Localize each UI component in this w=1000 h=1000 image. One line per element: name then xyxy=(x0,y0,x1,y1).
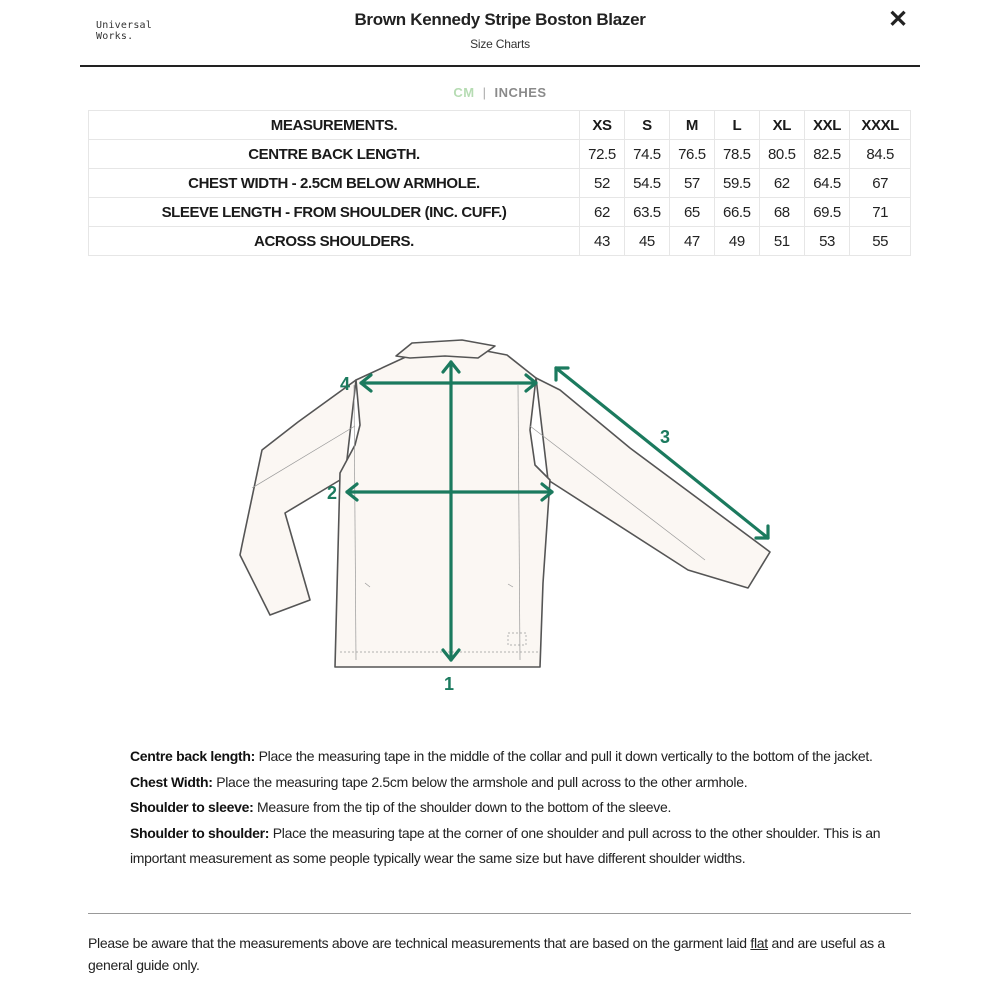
table-header-row xyxy=(89,111,911,140)
description-text: Measure from the tip of the shoulder down to the bottom of the sleeve. xyxy=(253,799,672,815)
cell-value: 65 xyxy=(669,198,714,227)
measurement-descriptions xyxy=(130,744,930,872)
disclaimer-after: and are useful as a general guide only. xyxy=(88,935,885,973)
cell-value: 76.5 xyxy=(669,140,714,169)
cell-value: 67 xyxy=(850,169,911,198)
jacket-illustration xyxy=(240,340,770,667)
description-term: Shoulder to shoulder: xyxy=(130,824,270,841)
close-button[interactable] xyxy=(888,6,908,34)
description-item xyxy=(130,744,930,770)
cell-value: 74.5 xyxy=(624,140,669,169)
row-label: SLEEVE LENGTH - FROM SHOULDER (INC. CUFF.) xyxy=(89,198,580,227)
row-label: ACROSS SHOULDERS. xyxy=(89,227,580,256)
row-label: CHEST WIDTH - 2.5CM BELOW ARMHOLE. xyxy=(89,169,580,198)
flat-link[interactable]: flat xyxy=(750,935,768,951)
cell-value: 71 xyxy=(850,198,911,227)
cell-value: 43 xyxy=(580,227,625,256)
cell-value: 49 xyxy=(714,227,759,256)
label-4: 4 xyxy=(340,374,351,394)
product-title: Brown Kennedy Stripe Boston Blazer xyxy=(354,10,646,29)
row-label: CENTRE BACK LENGTH. xyxy=(89,140,580,169)
collar xyxy=(396,340,495,358)
description-item xyxy=(130,770,930,796)
label-1: 1 xyxy=(444,674,455,694)
size-chart-table xyxy=(88,110,911,256)
cell-value: 78.5 xyxy=(714,140,759,169)
table-row xyxy=(89,169,911,198)
cell-value: 54.5 xyxy=(624,169,669,198)
label-2: 2 xyxy=(327,483,338,503)
cell-value: 45 xyxy=(624,227,669,256)
cell-value: 51 xyxy=(759,227,804,256)
size-header-s: S xyxy=(624,111,669,140)
close-icon: ✕ xyxy=(888,6,909,33)
brand-logo-line2: Works. xyxy=(96,31,134,42)
unit-inches-button[interactable]: INCHES xyxy=(494,85,547,100)
size-header-xxl: XXL xyxy=(804,111,850,140)
description-text: Place the measuring tape 2.5cm below the armshole and pull across to the other armhole. xyxy=(212,773,748,790)
disclaimer-before: Please be aware that the measurements above are technical measurements that are based on the garment laid xyxy=(88,935,751,951)
description-term: Chest Width: xyxy=(130,773,213,790)
unit-separator: | xyxy=(482,85,487,100)
description-text: Place the measuring tape at the corner of one shoulder and pull across to the other shoulder. This is an important measurement as some people typically wear the same size but have different shoulder widths. xyxy=(130,824,881,866)
cell-value: 59.5 xyxy=(714,169,759,198)
garment-diagram xyxy=(230,330,790,700)
size-charts-subtitle: Size Charts xyxy=(470,37,530,51)
description-text: Place the measuring tape in the middle of the collar and pull it down vertically to the bottom of the jacket. xyxy=(255,748,873,764)
label-3: 3 xyxy=(660,427,671,447)
unit-cm-button[interactable]: CM xyxy=(453,85,475,100)
unit-toggle xyxy=(0,85,1000,100)
description-item xyxy=(130,821,930,872)
right-sleeve xyxy=(536,378,770,588)
cell-value: 47 xyxy=(669,227,714,256)
table-row xyxy=(89,198,911,227)
cell-value: 82.5 xyxy=(804,140,850,169)
cell-value: 69.5 xyxy=(804,198,850,227)
cell-value: 55 xyxy=(850,227,911,256)
measurements-header: MEASUREMENTS. xyxy=(89,111,580,140)
cell-value: 53 xyxy=(804,227,850,256)
size-header-m: M xyxy=(669,111,714,140)
size-header-l: L xyxy=(714,111,759,140)
cell-value: 84.5 xyxy=(850,140,911,169)
cell-value: 68 xyxy=(759,198,804,227)
cell-value: 57 xyxy=(669,169,714,198)
header-divider xyxy=(80,65,920,67)
cell-value: 62 xyxy=(580,198,625,227)
description-item xyxy=(130,795,930,821)
size-header-xxxl: XXXL xyxy=(850,111,911,140)
description-term: Centre back length: xyxy=(130,748,255,764)
cell-value: 80.5 xyxy=(759,140,804,169)
description-term: Shoulder to sleeve: xyxy=(130,799,254,815)
size-header-xl: XL xyxy=(759,111,804,140)
cell-value: 66.5 xyxy=(714,198,759,227)
cell-value: 72.5 xyxy=(580,140,625,169)
table-row xyxy=(89,140,911,169)
brand-logo-line1: Universal xyxy=(96,20,152,31)
size-header-xs: XS xyxy=(580,111,625,140)
table-row xyxy=(89,227,911,256)
cell-value: 62 xyxy=(759,169,804,198)
footer-divider xyxy=(88,913,911,914)
cell-value: 52 xyxy=(580,169,625,198)
cell-value: 63.5 xyxy=(624,198,669,227)
disclaimer-text xyxy=(88,932,918,976)
cell-value: 64.5 xyxy=(804,169,850,198)
